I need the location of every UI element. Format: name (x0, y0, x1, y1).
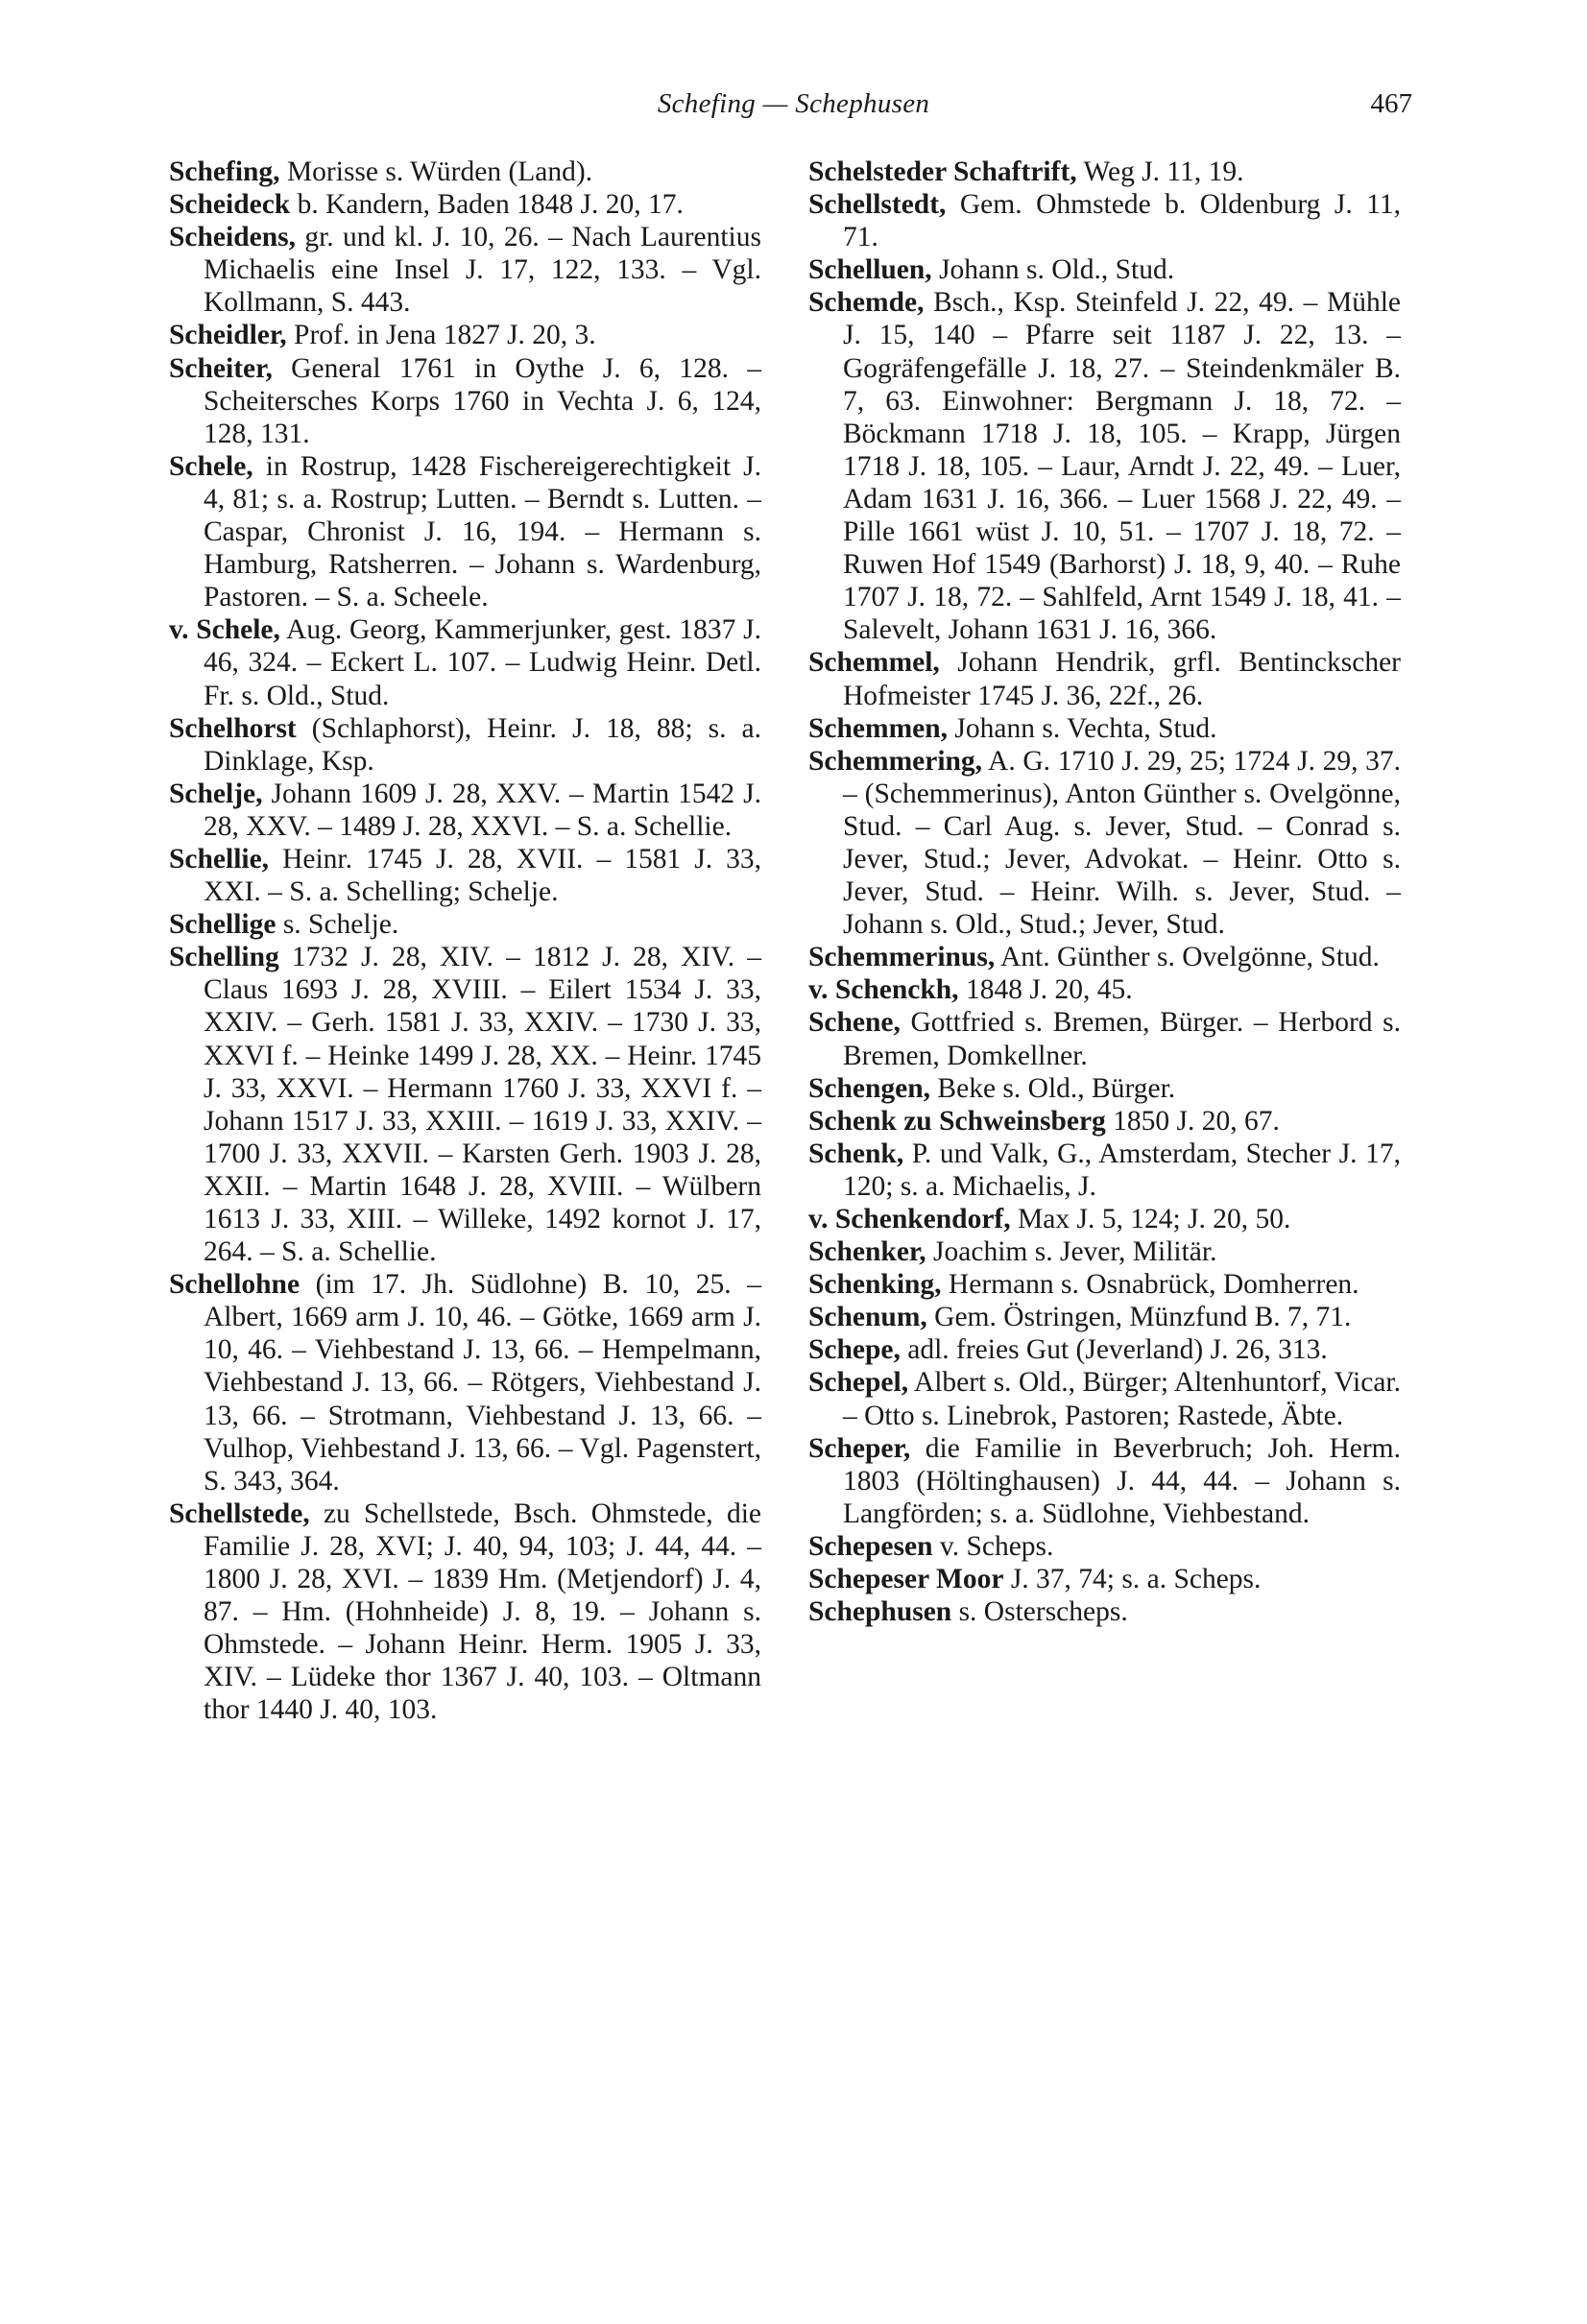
entry-lemma: Schelhorst (169, 712, 297, 744)
entry-lemma: Schepe, (808, 1334, 901, 1366)
entry-lemma: Schenk, (808, 1138, 904, 1169)
entry-text: Johann s. Vechta, Stud. (948, 712, 1217, 744)
entry-text: Gem. Östringen, Münzfund B. 7, 71. (926, 1302, 1352, 1333)
index-entry (808, 1333, 1401, 1366)
entry-text: in Rostrup, 1428 Fischereigerechtigkeit J. 4, 81; s. a. Rostrup; Lutten. – Berndt s. Lutten. – Caspar, Chronist J. 16, 194. – Hermann s. Hamburg, Ratsherren. – Johann s. Wardenburg, Pastoren. – S. a. Scheele. (204, 450, 761, 613)
entry-lemma: Schemmerinus, (808, 942, 996, 973)
entry-lemma: Schenk zu Schweinsberg (808, 1105, 1106, 1137)
entry-lemma: Scheper, (808, 1432, 911, 1464)
entry-text: zu Schellstede, Bsch. Ohmstede, die Familie J. 28, XVI; J. 40, 94, 103; J. 44, 44. – 1800 J. 28, XVI. – 1839 Hm. (Metjendorf) J. 4, 87. – Hm. (Hohnheide) J. 8, 19. – Johann s. Ohmstede. – Johann Heinr. Herm. 1905 J. 33, XIV. – Lüdeke thor 1367 J. 40, 103. – Oltmann thor 1440 J. 40, 103. (204, 1497, 761, 1726)
entry-lemma: Schepesen (808, 1530, 933, 1562)
index-entry (169, 613, 761, 711)
entry-text: Morisse s. Würden (Land). (279, 156, 593, 187)
entry-lemma: Schellstede, (169, 1497, 310, 1529)
entry-lemma: Schenking, (808, 1269, 942, 1301)
entry-text: A. G. 1710 J. 29, 25; 1724 J. 29, 37. – (Schemmerinus), Anton Günther s. Ovelgönne, Stud. – Carl Aug. s. Jever, Stud. – Conrad s. Jever, Stud.; Jever, Advokat. – Heinr. Otto s. Jever, Stud. – Heinr. Wilh. s. Jever, Stud. – Johann s. Old., Stud.; Jever, Stud. (843, 745, 1401, 941)
index-entry (808, 1432, 1401, 1530)
entry-lemma: Schengen, (808, 1072, 931, 1104)
index-entry (169, 221, 761, 319)
index-entry (808, 646, 1401, 711)
index-entry (808, 941, 1401, 973)
entry-lemma: Scheidens, (169, 222, 296, 253)
entry-lemma: Schele, (169, 450, 253, 482)
entry-lemma: Scheideck (169, 189, 291, 221)
entry-text: Max J. 5, 124; J. 20, 50. (1010, 1204, 1291, 1234)
index-entry (808, 1268, 1401, 1301)
index-entry (169, 1497, 761, 1727)
entry-lemma: Scheiter, (169, 352, 273, 384)
entry-text: Johann s. Old., Stud. (931, 254, 1175, 286)
index-entry (808, 156, 1401, 188)
entry-lemma: Schene, (808, 1007, 901, 1039)
index-entry (169, 908, 761, 941)
entry-lemma: Schelsteder Schaftrift, (808, 156, 1077, 187)
entry-lemma: Scheidler, (169, 320, 287, 351)
entry-text: Gottfried s. Bremen, Bürger. – Herbord s. Bremen, Domkellner. (843, 1007, 1401, 1071)
entry-text: General 1761 in Oythe J. 6, 128. – Scheitersches Korps 1760 in Vechta J. 6, 124, 128, 131. (204, 352, 761, 449)
entry-lemma: Schepel, (808, 1367, 909, 1399)
entry-text: Prof. in Jena 1827 J. 20, 3. (286, 320, 596, 351)
entry-lemma: Schefing, (169, 156, 280, 187)
entry-text: Bsch., Ksp. Steinfeld J. 22, 49. – Mühle J. 15, 140 – Pfarre seit 1187 J. 22, 13. – Gogräfengefälle J. 18, 27. – Steindenkmäler B. 7, 63. Einwohner: Bergmann J. 18, 72. – Böckmann 1718 J. 18, 105. – Krapp, Jürgen 1718 J. 18, 105. – Laur, Arndt J. 22, 49. – Luer, Adam 1631 J. 16, 366. – Luer 1568 J. 22, 49. – Pille 1661 wüst J. 10, 51. – 1707 J. 18, 72. – Ruwen Hof 1549 (Barhorst) J. 18, 9, 40. – Ruhe 1707 J. 18, 72. – Sahlfeld, Arnt 1549 J. 18, 41. – Salevelt, Johann 1631 J. 16, 366. (843, 287, 1401, 646)
entry-lemma: Schenum, (808, 1302, 927, 1333)
index-entry (808, 1235, 1401, 1268)
entry-text: Albert s. Old., Bürger; Altenhuntorf, Vicar. – Otto s. Linebrok, Pastoren; Rastede, Äbte. (843, 1367, 1401, 1431)
entry-lemma: v. Schenkendorf, (808, 1204, 1011, 1234)
index-entry (808, 1530, 1401, 1563)
entry-text: v. Scheps. (932, 1530, 1054, 1562)
entry-text: Hermann s. Osnabrück, Domherren. (941, 1269, 1359, 1301)
index-entry (169, 352, 761, 450)
entry-lemma: Schemmering, (808, 745, 983, 777)
entry-lemma: Schellige (169, 909, 277, 941)
index-entry (808, 1366, 1401, 1431)
entry-text: (im 17. Jh. Südlohne) B. 10, 25. – Albert, 1669 arm J. 10, 46. – Götke, 1669 arm J. 10, 46. – Viehbestand J. 13, 66. – Hempelmann, Viehbestand J. 13, 66. – Rötgers, Viehbestand J. 13, 66. – Strotmann, Viehbestand J. 13, 66. – Vulhop, Viehbestand J. 13, 66. – Vgl. Pagenstert, S. 343, 364. (204, 1269, 761, 1497)
right-column (808, 156, 1401, 1628)
index-entry (808, 188, 1401, 253)
entry-lemma: Schemde, (808, 287, 925, 319)
index-entry (169, 188, 761, 221)
entry-text: Weg J. 11, 19. (1076, 156, 1244, 187)
entry-lemma: Schelluen, (808, 254, 932, 286)
index-entry (808, 1006, 1401, 1071)
entry-lemma: Schellstedt, (808, 189, 947, 221)
entry-text: Heinr. 1745 J. 28, XVII. – 1581 J. 33, XXI. – S. a. Schelling; Schelje. (204, 843, 761, 908)
entry-lemma: Schenker, (808, 1236, 926, 1268)
entry-text: 1848 J. 20, 45. (958, 974, 1133, 1006)
index-entry (808, 1563, 1401, 1595)
entry-text: b. Kandern, Baden 1848 J. 20, 17. (290, 189, 684, 221)
page-number: 467 (1370, 88, 1412, 119)
index-entry (808, 1595, 1401, 1628)
index-entry (808, 973, 1401, 1006)
index-entry (169, 712, 761, 778)
index-entry (169, 319, 761, 351)
entry-lemma: Schephusen (808, 1596, 952, 1628)
entry-text: Ant. Günther s. Ovelgönne, Stud. (995, 942, 1380, 973)
entry-text: (Schlaphorst), Heinr. J. 18, 88; s. a. Dinklage, Ksp. (204, 712, 761, 777)
entry-text: Beke s. Old., Bürger. (930, 1072, 1176, 1104)
left-column (169, 156, 761, 1727)
entry-text: Gem. Ohmstede b. Oldenburg J. 11, 71. (843, 189, 1401, 253)
index-entry (169, 941, 761, 1268)
index-entry (808, 1138, 1401, 1203)
entry-lemma: Schemmen, (808, 712, 949, 744)
index-entry (169, 156, 761, 188)
index-entry (808, 1072, 1401, 1105)
entry-text: Aug. Georg, Kammerjunker, gest. 1837 J. 46, 324. – Eckert L. 107. – Ludwig Heinr. Detl. Fr. s. Old., Stud. (204, 614, 761, 711)
index-entry (169, 1268, 761, 1497)
index-entry (808, 1301, 1401, 1333)
entry-lemma: Schellie, (169, 843, 270, 874)
entry-lemma: v. Schele, (169, 614, 280, 646)
entry-lemma: v. Schenckh, (808, 974, 959, 1006)
entry-text: 1732 J. 28, XIV. – 1812 J. 28, XIV. – Claus 1693 J. 28, XVIII. – Eilert 1534 J. 33, XXIV. – Gerh. 1581 J. 33, XXIV. – 1730 J. 33, XXVI f. – Heinke 1499 J. 28, XX. – Heinr. 1745 J. 33, XXVI. – Hermann 1760 J. 33, XXVI f. – Johann 1517 J. 33, XXIII. – 1619 J. 33, XXIV. – 1700 J. 33, XXVII. – Karsten Gerh. 1903 J. 28, XXII. – Martin 1648 J. 28, XVIII. – Wülbern 1613 J. 33, XIII. – Willeke, 1492 kornot J. 17, 264. – S. a. Schellie. (204, 942, 761, 1268)
entry-lemma: Schellohne (169, 1269, 301, 1301)
index-entry (808, 745, 1401, 942)
entry-lemma: Schelling (169, 942, 279, 973)
index-entry (169, 843, 761, 908)
index-entry (808, 1105, 1401, 1138)
entry-text: s. Osterscheps. (951, 1596, 1128, 1628)
entry-text: adl. freies Gut (Jeverland) J. 26, 313. (900, 1334, 1328, 1366)
entry-lemma: Schemmel, (808, 647, 940, 679)
index-entry (808, 712, 1401, 745)
index-entry (808, 286, 1401, 646)
entry-text: Johann 1609 J. 28, XXV. – Martin 1542 J. 28, XXV. – 1489 J. 28, XXVI. – S. a. Schellie. (204, 778, 761, 842)
entry-lemma: Schelje, (169, 778, 263, 809)
entry-text: s. Schelje. (276, 909, 399, 941)
index-entry (169, 450, 761, 613)
entry-lemma: Schepeser Moor (808, 1564, 1004, 1595)
index-entry (169, 778, 761, 843)
entry-text: J. 37, 74; s. a. Scheps. (1003, 1564, 1262, 1595)
entry-text: P. und Valk, G., Amsterdam, Stecher J. 17, 120; s. a. Michaelis, J. (843, 1138, 1401, 1202)
entry-text: gr. und kl. J. 10, 26. – Nach Laurentius Michaelis eine Insel J. 17, 122, 133. – Vgl. Kollmann, S. 443. (204, 222, 761, 319)
entry-text: 1850 J. 20, 67. (1105, 1105, 1280, 1137)
index-entry (808, 1203, 1401, 1235)
entry-text: die Familie in Beverbruch; Joh. Herm. 1803 (Höltinghausen) J. 44, 44. – Johann s. Langförden; s. a. Südlohne, Viehbestand. (843, 1432, 1401, 1529)
index-entry (808, 253, 1401, 286)
entry-text: Johann Hendrik, grfl. Bentinckscher Hofmeister 1745 J. 36, 22f., 26. (843, 647, 1401, 711)
running-header-title: Schefing — Schephusen (657, 88, 930, 119)
entry-text: Joachim s. Jever, Militär. (926, 1236, 1217, 1268)
